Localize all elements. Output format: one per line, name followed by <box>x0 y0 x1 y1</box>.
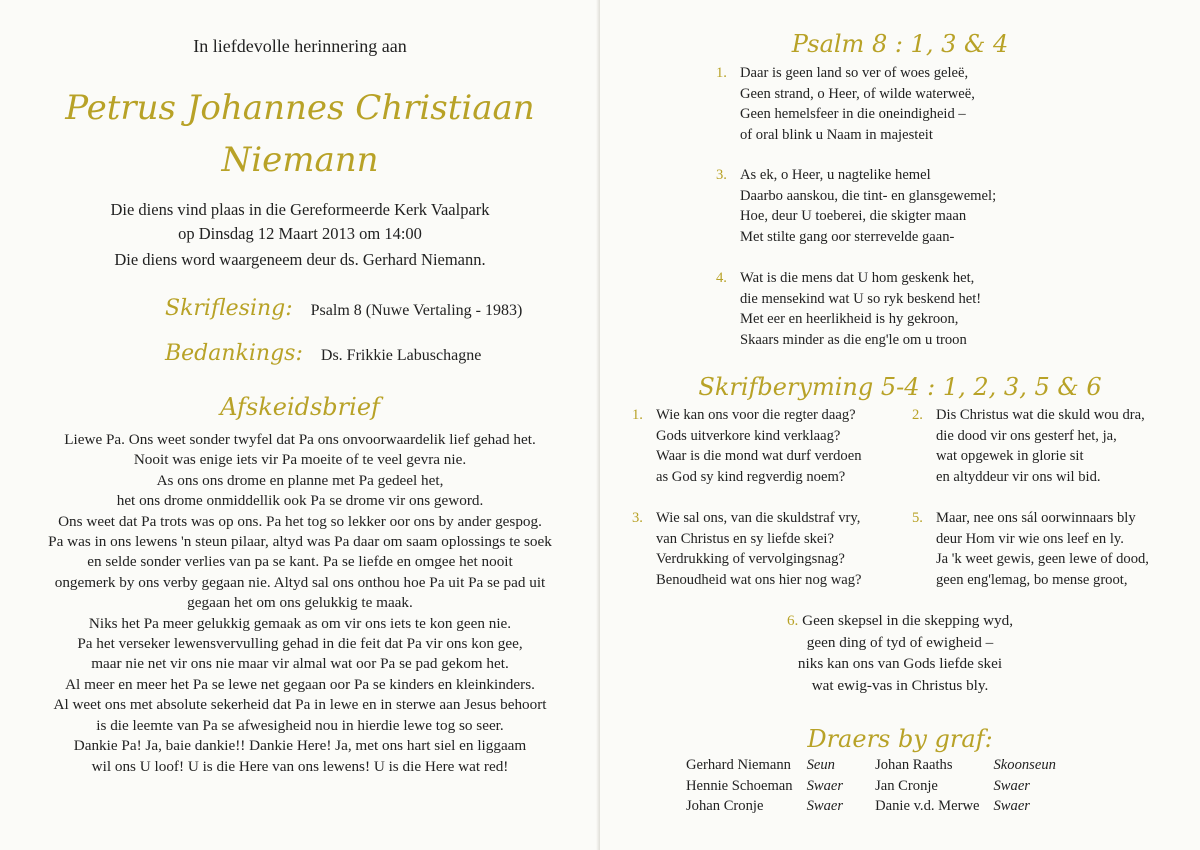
verse-line: Geen hemelsfeer in die oneindigheid – <box>740 106 966 122</box>
verse-line: niks kan ons van Gods liefde skei <box>797 655 1003 672</box>
bearer-relation: Seun <box>806 757 835 773</box>
bearer-name: Hennie Schoeman <box>686 777 793 794</box>
skrif-verse-5 <box>912 508 1149 590</box>
verse-line: Wie kan ons voor die regter daag? <box>656 407 856 423</box>
verse-line: Daarbo aanskou, die tint- en glansgewemel; <box>740 187 997 204</box>
verse-number: 6. <box>786 612 799 629</box>
letter-line: Ons weet dat Pa trots was op ons. Pa het tog so lekker oor ons by ander gespog. <box>58 512 542 530</box>
bearer-name: Gerhard Niemann <box>686 757 791 773</box>
bearer-name: Jan Cronje <box>875 777 938 794</box>
verse-number: 1. <box>716 65 727 81</box>
letter-line: maar nie net vir ons nie maar vir almal wat oor Pa se pad gekom het. <box>91 655 509 673</box>
verse-number: 1. <box>632 407 643 423</box>
bearer-relation: Swaer <box>993 798 1030 814</box>
verse-line: Dis Christus wat die skuld wou dra, <box>936 407 1145 423</box>
verse-number: 5. <box>912 510 923 526</box>
bearer-relation: Swaer <box>993 777 1030 794</box>
psalm-verse-3 <box>716 165 997 247</box>
verse-line: Verdrukking of vervolgingsnag? <box>656 551 845 567</box>
verse-number: 3. <box>632 510 643 526</box>
farewell-letter <box>18 430 582 777</box>
skrif-verse-2 <box>912 405 1145 487</box>
service-line: Die diens vind plaas in die Gereformeerde Kerk Vaalpark <box>110 200 490 219</box>
verse-line: wat ewig-vas in Christus bly. <box>811 676 989 694</box>
verse-line <box>750 610 1050 632</box>
letter-line: Pa het verseker lewensvervulling gehad in die feit dat Pa vir ons kon gee, <box>77 635 523 653</box>
verse-line: Geen strand, o Heer, of wilde waterweë, <box>740 85 975 102</box>
letter-line: wil ons U loof! U is die Here van ons lewens! U is die Here wat red! <box>91 757 509 775</box>
bearers-row <box>686 796 1070 817</box>
right-page <box>600 0 1200 850</box>
letter-line: het ons drome onmiddellik ook Pa se drome vir ons geword. <box>116 492 484 510</box>
letter-line: en selde sonder verlies van pa se kant. Pa se liefde en omgee het nooit <box>87 553 513 571</box>
verse-text: Geen skepsel in die skepping wyd, <box>802 612 1014 629</box>
psalm-title: Psalm 8 : 1, 3 & 4 <box>791 30 1009 58</box>
verse-line: as God sy kind regverdig noem? <box>656 468 846 485</box>
verse-line: deur Hom vir wie ons leef en ly. <box>936 530 1124 547</box>
bearer-relation: Swaer <box>806 777 844 794</box>
psalm-verse-4 <box>716 268 982 350</box>
letter-line: Pa was in ons lewens 'n steun pilaar, altyd was Pa daar om saam oplossings te soek <box>48 533 552 551</box>
letter-line: As ons ons drome en planne met Pa gedeel het, <box>156 471 444 489</box>
verse-number: 4. <box>716 270 727 286</box>
letter-line: Niks het Pa meer gelukkig gemaak as om vir ons iets te kon geen nie. <box>88 614 512 632</box>
letter-line: Al meer en meer het Pa se lewe net gegaan oor Pa se kinders en kleinkinders. <box>65 675 535 693</box>
letter-line: gegaan het om ons gelukkig te maak. <box>187 594 413 612</box>
bearers-title: Draers by graf: <box>807 725 993 753</box>
bearer-relation: Swaer <box>806 798 844 814</box>
verse-line: Waar is die mond wat durf verdoen <box>656 448 862 464</box>
letter-line: ongemerk by ons verby gegaan nie. Altyd sal ons onthou hoe Pa uit Pa se pad uit <box>54 573 546 591</box>
verse-line: Benoudheid wat ons hier nog wag? <box>656 571 862 588</box>
letter-line: is die leemte van Pa se afwesigheid nou in hierdie lewe tog so seer. <box>96 716 504 734</box>
verse-line: die dood vir ons gesterf het, ja, <box>936 427 1117 444</box>
deceased-name-line2: Niemann <box>221 140 379 180</box>
bearer-relation: Skoonseun <box>993 757 1056 773</box>
letter-title: Afskeidsbrief <box>220 393 380 421</box>
letter-line: Al weet ons met absolute sekerheid dat Pa in lewe en in sterwe aan Jesus behoort <box>53 696 547 714</box>
verse-line: geen eng'lemag, bo mense groot, <box>936 571 1128 588</box>
verse-line: Hoe, deur U toeberei, die skigter maan <box>740 208 967 224</box>
thanks-row <box>165 341 481 366</box>
psalm-verse-1 <box>716 63 975 145</box>
scripture-row <box>165 296 522 321</box>
verse-line: geen ding of tyd of ewigheid – <box>806 633 994 651</box>
bearers-row <box>686 755 1070 776</box>
scripture-value: Psalm 8 (Nuwe Vertaling - 1983) <box>310 302 523 319</box>
bearers-table <box>686 755 1070 817</box>
verse-line: Wat is die mens dat U hom geskenk het, <box>740 270 975 286</box>
bearer-name: Johan Cronje <box>686 798 764 814</box>
verse-line: wat opgewek in glorie sit <box>936 448 1084 464</box>
letter-line: Dankie Pa! Ja, baie dankie!! Dankie Here! Ja, met ons hart siel en liggaam <box>73 737 527 755</box>
bearers-row <box>686 776 1070 797</box>
verse-line: Met stilte gang oor sterrevelde gaan- <box>740 228 955 245</box>
verse-line: Daar is geen land so ver of woes geleë, <box>740 65 969 81</box>
bearer-name: Johan Raaths <box>875 757 953 773</box>
verse-line: Gods uitverkore kind verklaag? <box>656 427 841 444</box>
verse-line: Maar, nee ons sál oorwinnaars bly <box>936 510 1136 526</box>
thanks-label: Bedankings: <box>165 341 303 366</box>
verse-line: Ja 'k weet gewis, geen lewe of dood, <box>936 551 1149 567</box>
deceased-name-line1: Petrus Johannes Christiaan <box>65 88 535 128</box>
verse-line: Skaars minder as die eng'le om u troon <box>740 331 967 348</box>
verse-line: die mensekind wat U so ryk beskend het! <box>740 290 982 307</box>
verse-number: 2. <box>912 407 923 423</box>
bearer-name: Danie v.d. Merwe <box>875 798 980 814</box>
service-line: op Dinsdag 12 Maart 2013 om 14:00 <box>178 224 422 243</box>
verse-line: As ek, o Heer, u nagtelike hemel <box>740 167 931 183</box>
scripture-label: Skriflesing: <box>165 296 293 321</box>
verse-line: Met eer en heerlikheid is hy gekroon, <box>740 311 959 327</box>
verse-line: van Christus en sy liefde skei? <box>656 530 834 547</box>
letter-line: Liewe Pa. Ons weet sonder twyfel dat Pa ons onvoorwaardelik lief gehad het. <box>64 431 536 448</box>
verse-number: 3. <box>716 167 727 183</box>
intro-text: In liefdevolle herinnering aan <box>193 36 407 56</box>
service-line: Die diens word waargeneem deur ds. Gerhard Niemann. <box>114 250 486 269</box>
verse-line: en altyddeur vir ons wil bid. <box>936 468 1101 485</box>
skrif-verse-1 <box>632 405 862 487</box>
verse-line: Wie sal ons, van die skuldstraf vry, <box>656 510 861 526</box>
skrif-verse-3 <box>632 508 862 590</box>
skrif-verse-6 <box>750 610 1050 696</box>
letter-line: Nooit was enige iets vir Pa moeite of te veel gevra nie. <box>133 451 467 469</box>
verse-line: of oral blink u Naam in majesteit <box>740 126 933 143</box>
skrifberyming-title: Skrifberyming 5-4 : 1, 2, 3, 5 & 6 <box>698 373 1102 401</box>
thanks-value: Ds. Frikkie Labuschagne <box>320 347 482 364</box>
